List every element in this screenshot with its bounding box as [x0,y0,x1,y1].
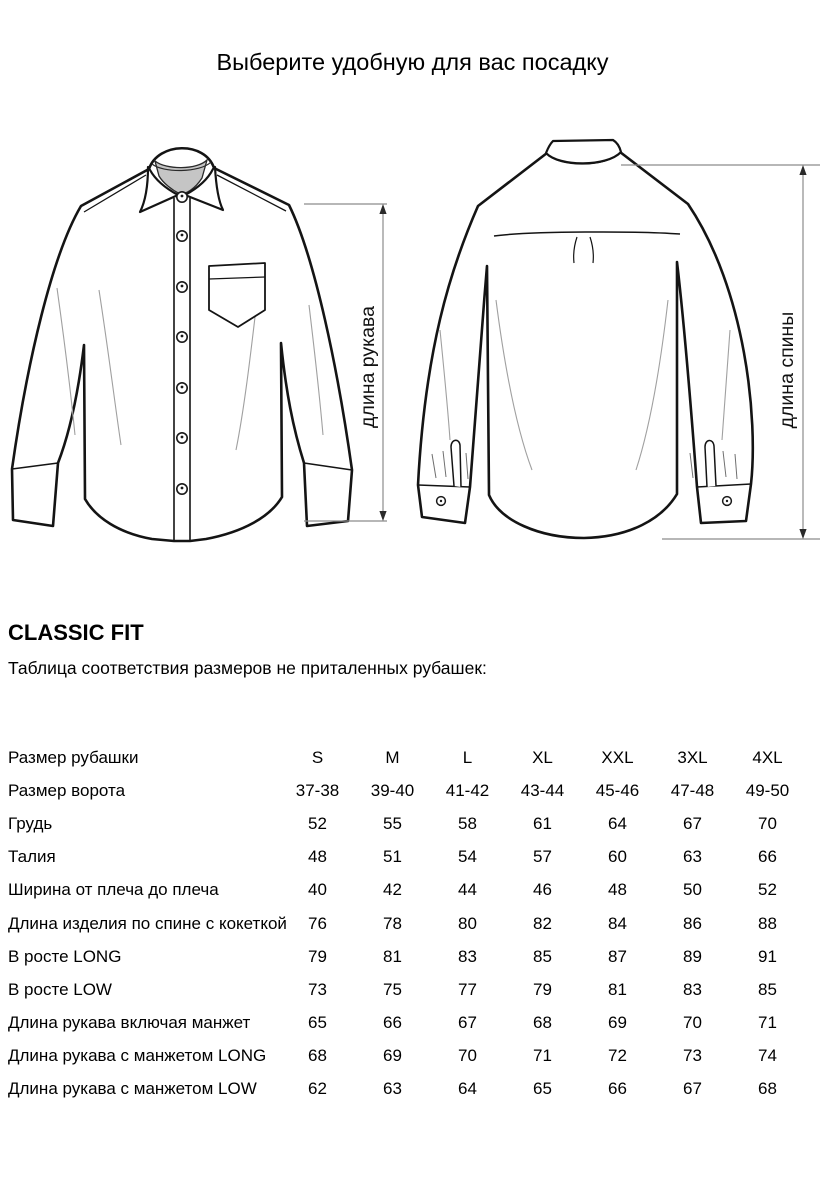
size-cell: 72 [608,1046,627,1066]
size-cell: 68 [308,1046,327,1066]
size-cell: 79 [308,946,327,966]
size-cell: 74 [758,1046,777,1066]
table-row [8,741,820,774]
size-cell: 45-46 [595,780,640,800]
size-cell: 60 [608,847,627,867]
right-sleeve-placket [705,440,716,487]
size-cell: 49-50 [745,780,790,800]
row-label: Длина рукава включая манжет [8,1013,251,1033]
size-cell: 63 [683,847,702,867]
size-cell: 63 [383,1079,402,1099]
row-label: Длина рукава с манжетом LOW [8,1079,257,1099]
size-cell: 89 [683,946,702,966]
size-table [8,741,820,1106]
size-cell: 39-40 [370,780,415,800]
table-subtitle: Таблица соответствия размеров не приталенных рубашек: [8,658,487,678]
row-label: Размер рубашки [8,747,139,767]
front-shirt-drawing [12,148,352,541]
size-cell: 65 [308,1013,327,1033]
size-cell: 76 [308,913,327,933]
size-cell: 4XL [752,747,783,767]
row-label: Размер ворота [8,780,126,800]
size-cell: 42 [383,880,402,900]
row-label: Длина рукава с манжетом LONG [8,1046,267,1066]
size-cell: 46 [533,880,552,900]
size-cell: 85 [533,946,552,966]
size-cell: 67 [683,813,702,833]
size-cell: 48 [308,847,327,867]
size-cell: 3XL [677,747,708,767]
size-cell: 41-42 [445,780,490,800]
size-cell: 66 [383,1013,402,1033]
size-cell: S [311,747,324,767]
table-row [8,1007,820,1040]
size-cell: 83 [683,979,702,999]
size-cell: 87 [608,946,627,966]
size-cell: XL [532,747,553,767]
sleeve-length-label: длина рукава [357,306,379,428]
size-cell: 62 [308,1079,327,1099]
size-cell: 83 [458,946,477,966]
table-row [8,940,820,973]
size-cell: 70 [458,1046,477,1066]
shirt-measurement-figure [0,125,825,590]
size-cell: 52 [758,880,777,900]
size-cell: 68 [758,1079,777,1099]
size-cell: M [385,747,400,767]
size-cell: 91 [758,946,777,966]
table-row [8,874,820,907]
size-cell: 73 [308,979,327,999]
table-row [8,1040,820,1073]
size-cell: 86 [683,913,702,933]
table-row [8,1073,820,1106]
size-cell: 70 [758,813,777,833]
size-cell: 64 [458,1079,477,1099]
size-cell: 61 [533,813,552,833]
row-label: Талия [8,847,56,867]
size-cell: 77 [458,979,477,999]
size-cell: 64 [608,813,627,833]
size-cell: 55 [383,813,402,833]
size-cell: 75 [383,979,402,999]
table-row [8,841,820,874]
page-title: Выберите удобную для вас посадку [216,49,609,75]
size-cell: 81 [383,946,402,966]
fit-heading: CLASSIC FIT [8,620,144,645]
table-row [8,807,820,840]
size-cell: XXL [601,747,634,767]
row-label: Ширина от плеча до плеча [8,880,219,900]
size-cell: 57 [533,847,552,867]
size-cell: L [462,747,473,767]
size-cell: 82 [533,913,552,933]
size-cell: 81 [608,979,627,999]
size-cell: 73 [683,1046,702,1066]
size-cell: 50 [683,880,702,900]
size-cell: 66 [758,847,777,867]
size-cell: 52 [308,813,327,833]
size-cell: 58 [458,813,477,833]
size-cell: 85 [758,979,777,999]
size-cell: 54 [458,847,477,867]
size-cell: 69 [383,1046,402,1066]
back-shirt-drawing [418,140,753,538]
size-cell: 70 [683,1013,702,1033]
table-row [8,973,820,1006]
size-cell: 84 [608,913,627,933]
size-cell: 66 [608,1079,627,1099]
size-cell: 71 [758,1013,777,1033]
size-cell: 71 [533,1046,552,1066]
size-cell: 48 [608,880,627,900]
row-label: Длина изделия по спине с кокеткой [8,913,287,933]
size-cell: 47-48 [670,780,715,800]
size-cell: 67 [683,1079,702,1099]
size-cell: 68 [533,1013,552,1033]
size-cell: 44 [458,880,477,900]
size-cell: 51 [383,847,402,867]
back-collar [546,140,621,163]
size-cell: 67 [458,1013,477,1033]
size-cell: 79 [533,979,552,999]
row-label: В росте LOW [8,979,112,999]
back-length-label: длина спины [776,311,798,429]
row-label: Грудь [8,813,53,833]
size-cell: 69 [608,1013,627,1033]
size-cell: 43-44 [520,780,565,800]
size-cell: 40 [308,880,327,900]
size-cell: 80 [458,913,477,933]
size-cell: 37-38 [295,780,340,800]
size-cell: 78 [383,913,402,933]
table-row [8,774,820,807]
row-label: В росте LONG [8,946,122,966]
size-cell: 88 [758,913,777,933]
table-row [8,907,820,940]
size-cell: 65 [533,1079,552,1099]
